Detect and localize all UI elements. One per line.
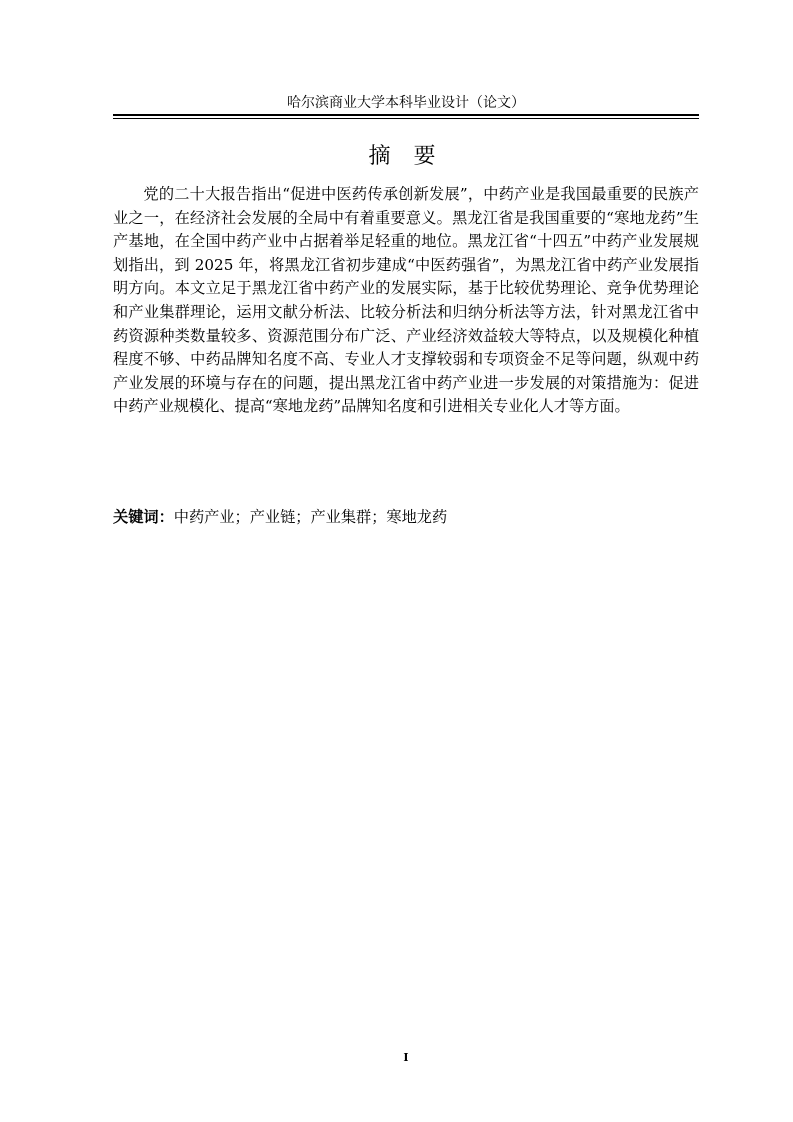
keywords-line [113, 507, 699, 527]
header-rule-thin [113, 118, 699, 119]
abstract-paragraph: 党的二十大报告指出“促进中医药传承创新发展”，中药产业是我国最重要的民族产业之一，在经济社会发展的全局中有着重要意义。黑龙江省是我国重要的“寒地龙药”生产基地，在全国中药产业中占据着举足轻重的地位。黑龙江省“十四五”中药产业发展规划指出，到 2025 年，将黑龙江省初步建成“中医药强省”，为黑龙江省中药产业发展指明方向。本文立足于黑龙江省中药产业的发展实际，基于比较优势理论、竞争优势理论和产业集群理论，运用文献分析法、比较分析法和归纳分析法等方法，针对黑龙江省中药资源种类数量较多、资源范围分布广泛、产业经济效益较大等特点，以及规模化种植程度不够、中药品牌知名度不高、专业人才支撑较弱和专项资金不足等问题，纵观中药产业发展的环境与存在的问题，提出黑龙江省中药产业进一步发展的对策措施为：促进中药产业规模化、提高“寒地龙药”品牌知名度和引进相关专业化人才等方面。 [113, 185, 699, 416]
header-rule-thick [113, 114, 699, 116]
running-header-title: 哈尔滨商业大学本科毕业设计（论文） [287, 95, 525, 111]
page-number: I [403, 1051, 409, 1064]
keywords-label: 关键词： [113, 508, 174, 526]
keywords-value: 中药产业；产业链；产业集群；寒地龙药 [173, 508, 448, 526]
abstract-heading: 摘 要 [368, 144, 444, 169]
